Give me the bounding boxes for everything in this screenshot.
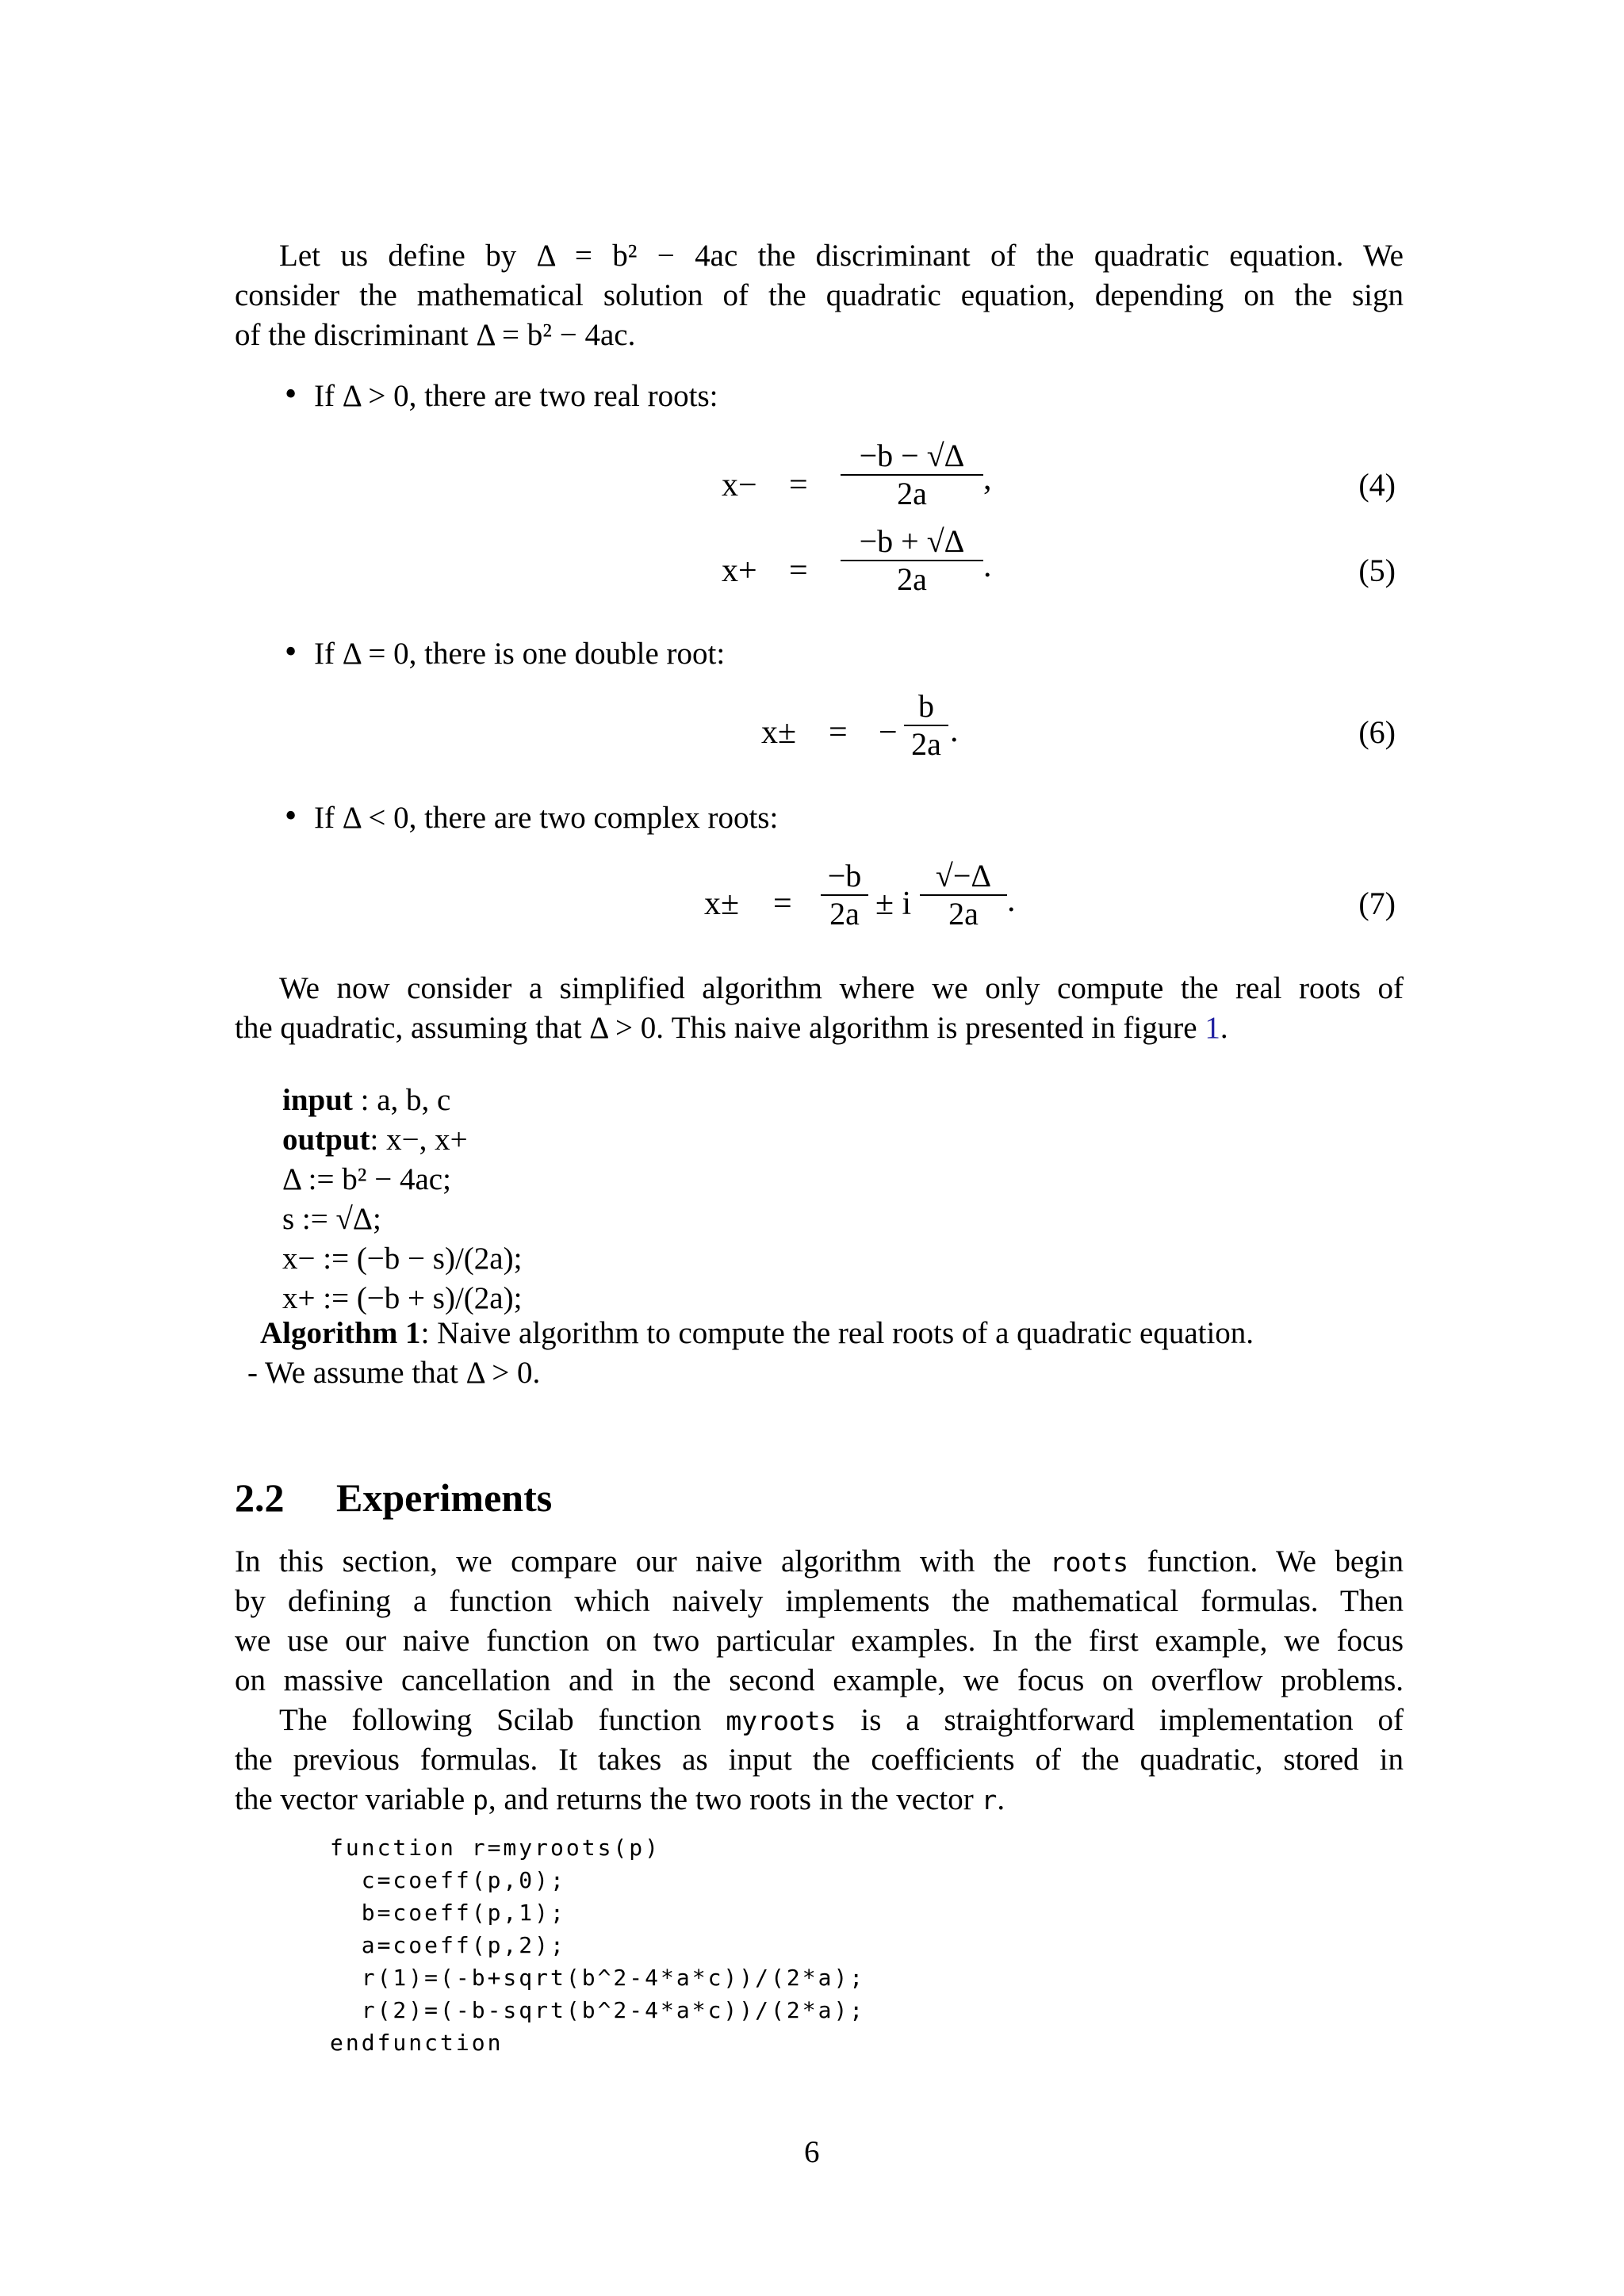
inline-code-myroots: myroots — [726, 1705, 837, 1736]
code-line-6: r(2)=(-b-sqrt(b^2-4*a*c))/(2*a); — [330, 1997, 866, 2023]
page-number: 6 — [804, 2135, 820, 2169]
eq4-equals: = — [789, 467, 808, 503]
eq6-denominator: 2a — [911, 726, 941, 762]
eq4-punct: , — [983, 461, 992, 497]
algo-caption: Algorithm 1: Naive algorithm to compute the real roots of a quadratic equation. — [260, 1316, 1254, 1350]
eq5-fraction — [841, 523, 983, 598]
code-line-4: a=coeff(p,2); — [330, 1932, 566, 1958]
eq7-number: (7) — [1358, 886, 1396, 921]
code-line-3: b=coeff(p,1); — [330, 1900, 566, 1926]
inline-code-roots: roots — [1049, 1547, 1129, 1578]
eq4-fraction — [841, 438, 983, 512]
section-line-7: the vector variable p, and returns the two roots in the vector r. — [235, 1782, 1005, 1816]
eq6-minus: − — [879, 714, 898, 751]
algo-step-2: s := √Δ; — [282, 1202, 381, 1236]
algo-output: output: x−, x+ — [282, 1123, 468, 1157]
intro-line-2: consider the mathematical solution of the quadratic equation, depending on the sign — [235, 278, 1404, 312]
after-eq-line-1: We now consider a simplified algorithm where we only compute the real roots of — [279, 971, 1404, 1005]
eq4-number: (4) — [1358, 467, 1396, 503]
eq5-equals: = — [789, 553, 808, 589]
eq5-denominator: 2a — [897, 561, 927, 597]
eq7-numerator-1: −b — [827, 858, 862, 894]
code-line-5: r(1)=(-b+sqrt(b^2-4*a*c))/(2*a); — [330, 1965, 866, 1991]
section-line-3: we use our naive function on two particular examples. In the first example, we focus — [235, 1624, 1404, 1658]
eq4-lhs: x− — [722, 467, 757, 503]
code-line-1: function r=myroots(p) — [330, 1835, 661, 1861]
eq5-numerator: −b + √Δ — [859, 523, 965, 559]
case-3-text: If Δ < 0, there are two complex roots: — [314, 801, 779, 835]
eq7-denominator-2: 2a — [948, 896, 979, 932]
case-2-text: If Δ = 0, there is one double root: — [314, 637, 726, 671]
eq7-equals: = — [773, 886, 792, 922]
eq7-fraction-1 — [821, 858, 868, 932]
bullet-icon: • — [282, 379, 300, 411]
algo-step-4: x+ := (−b + s)/(2a); — [282, 1281, 523, 1315]
eq6-punct: . — [950, 713, 959, 749]
section-line-5: The following Scilab function myroots is a straightforward implementation of — [279, 1703, 1404, 1737]
section-line-4: on massive cancellation and in the second example, we focus on overflow problems. — [235, 1663, 1404, 1697]
section-line-6: the previous formulas. It takes as input the coefficients of the quadratic, stored in — [235, 1743, 1404, 1777]
eq7-pm: ± i — [875, 886, 912, 922]
section-number: 2.2 — [235, 1475, 285, 1520]
eq7-lhs: x± — [704, 886, 740, 922]
eq5-number: (5) — [1358, 553, 1396, 588]
eq6-numerator: b — [918, 688, 934, 724]
code-line-2: c=coeff(p,0); — [330, 1867, 566, 1893]
eq7-fraction-2 — [920, 858, 1007, 932]
after-eq-line-2: the quadratic, assuming that Δ > 0. This naive algorithm is presented in figure 1. — [235, 1011, 1228, 1045]
section-line-1: In this section, we compare our naive algorithm with the roots function. We begin — [235, 1544, 1404, 1578]
figure-link[interactable]: 1 — [1205, 1011, 1220, 1045]
eq4-numerator: −b − √Δ — [859, 438, 965, 473]
eq6-fraction — [904, 688, 948, 763]
eq4-denominator: 2a — [897, 476, 927, 511]
algo-step-3: x− := (−b − s)/(2a); — [282, 1242, 523, 1276]
eq5-lhs: x+ — [722, 553, 757, 589]
eq7-punct: . — [1007, 882, 1016, 919]
code-line-7: endfunction — [330, 2030, 504, 2056]
eq6-number: (6) — [1358, 714, 1396, 750]
bullet-icon: • — [282, 801, 300, 833]
section-line-2: by defining a function which naively implements the mathematical formulas. Then — [235, 1584, 1404, 1618]
bullet-icon: • — [282, 637, 300, 669]
algo-caption-line-2: - We assume that Δ > 0. — [247, 1356, 541, 1390]
eq6-lhs: x± — [761, 714, 797, 751]
intro-line-1: Let us define by Δ = b² − 4ac the discriminant of the quadratic equation. We — [279, 239, 1404, 273]
section-title: Experiments — [336, 1475, 553, 1520]
algo-input: input : a, b, c — [282, 1083, 451, 1117]
eq5-punct: . — [983, 548, 992, 584]
eq7-denominator-1: 2a — [829, 896, 860, 932]
eq6-equals: = — [829, 714, 848, 751]
intro-line-3: of the discriminant Δ = b² − 4ac. — [235, 318, 636, 352]
algo-step-1: Δ := b² − 4ac; — [282, 1162, 451, 1196]
eq7-numerator-2: √−Δ — [935, 858, 992, 894]
case-1-text: If Δ > 0, there are two real roots: — [314, 379, 718, 413]
